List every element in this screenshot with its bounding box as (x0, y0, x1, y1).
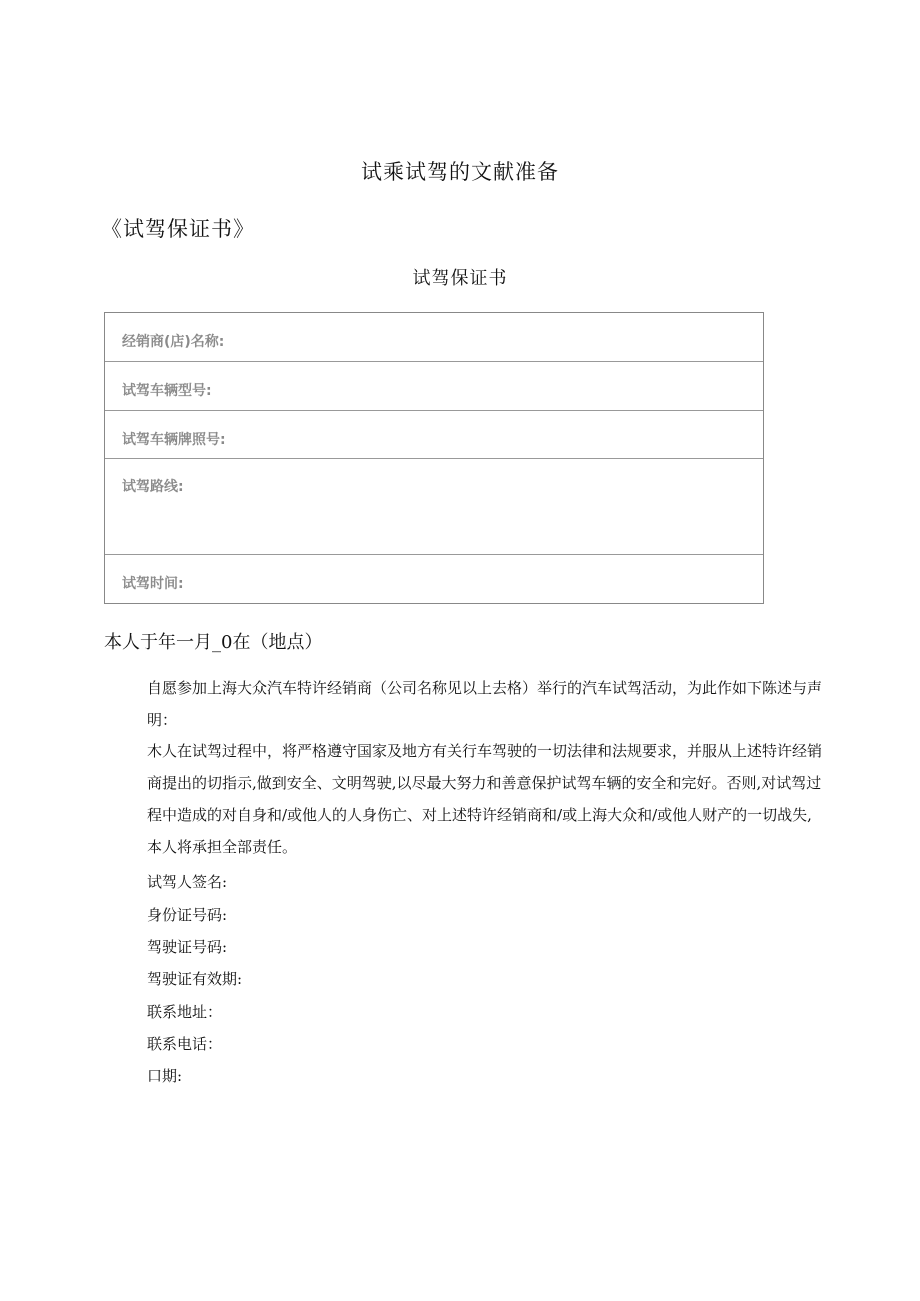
section-label: 《试驾保证书》 (101, 217, 255, 241)
test-route-row[interactable] (105, 459, 763, 555)
form-title: 试驾保证书 (412, 268, 508, 289)
test-time-row[interactable] (105, 555, 763, 603)
address-field: 联系地址： (147, 1003, 223, 1021)
license-validity-field: 驾驶证有效期: (147, 970, 243, 988)
test-route-label: 试驾路线: (122, 479, 184, 495)
plate-number-row[interactable] (105, 411, 763, 459)
vehicle-model-row[interactable] (105, 362, 763, 411)
test-time-label: 试驾时间: (122, 576, 184, 592)
declaration-paragraph: 自愿参加上海大众汽车特许经销商（公司名称见以上去格）举行的汽车试驾活动，为此作如下陈述与声明： (147, 679, 823, 729)
page-title: 试乘试驾的文献准备 (361, 160, 559, 184)
dealer-info-table (104, 312, 764, 604)
dealer-name-row[interactable] (105, 313, 763, 362)
license-number-field: 驾驶证号码: (147, 938, 228, 956)
dealer-name-label: 经销商(店)名称: (122, 334, 225, 350)
plate-number-label: 试驾车辆牌照号: (122, 432, 226, 448)
vehicle-model-label: 试驾车辆型号: (122, 383, 212, 399)
intro-line: 本人于年一月_0在（地点） (104, 632, 323, 653)
signature-field: 试驾人签名: (147, 873, 228, 891)
date-field: 口期: (147, 1067, 183, 1085)
phone-field: 联系电话： (147, 1035, 223, 1053)
responsibility-paragraph: 木人在试驾过程中，将严格遵守国家及地方有关行车驾驶的一切法律和法规要求，并服从上述特许经销商提出的切指示,做到安全、文明驾驶,以尽最大努力和善意保护试驾车辆的安全和完好。否则,对试驾过程中造成的对自身和/或他人的人身伤亡、对上述特许经销商和/或上海大众和/或他人财产的一切战失,本人将承担全部责任。 (147, 742, 823, 856)
id-number-field: 身份证号码: (147, 906, 228, 924)
